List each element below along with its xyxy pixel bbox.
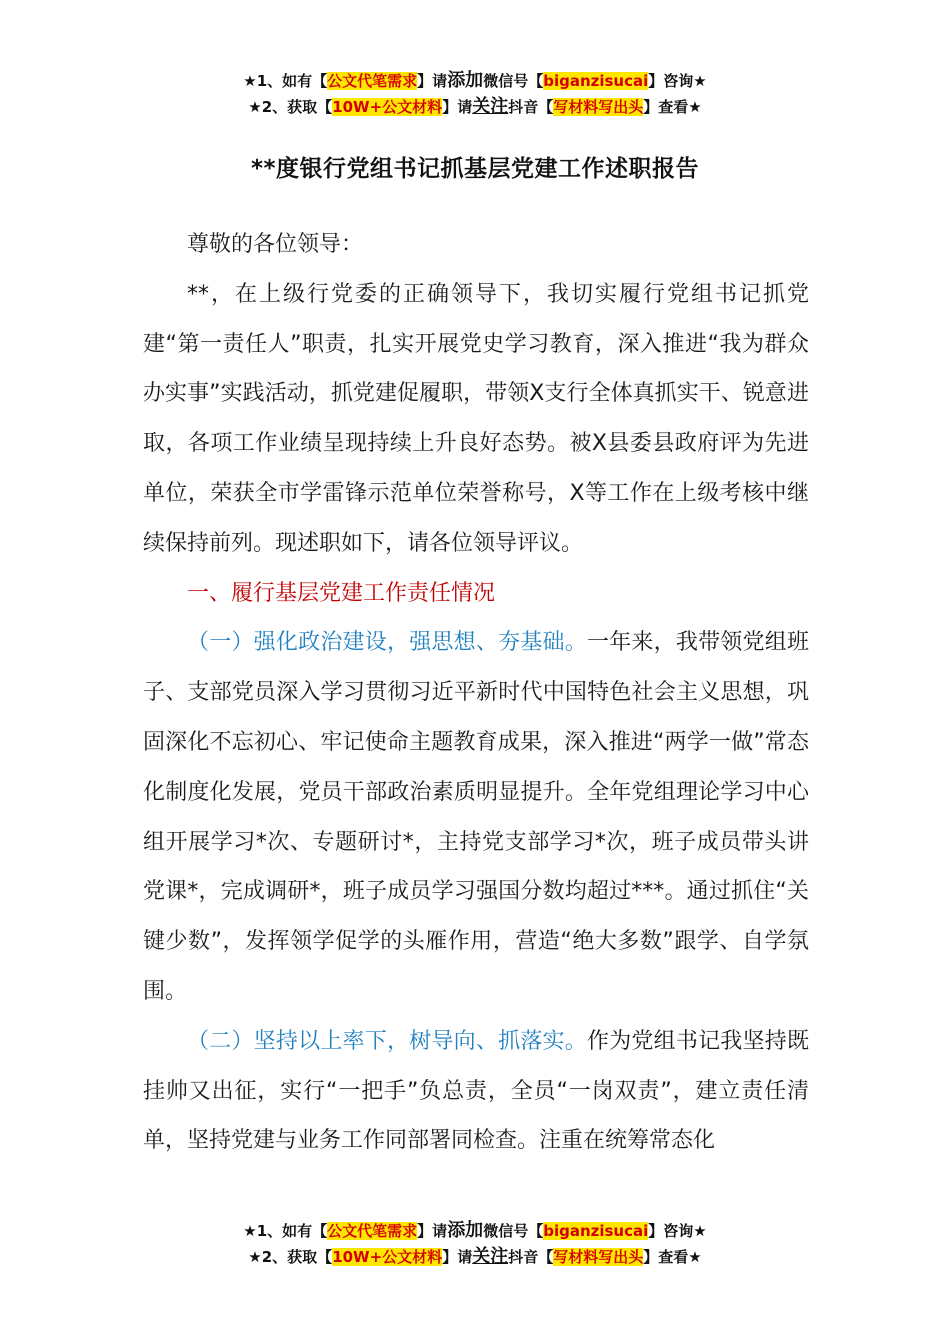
banner-text: ★2、获取【 bbox=[248, 1248, 333, 1266]
banner-text: ★2、获取【 bbox=[248, 98, 333, 116]
banner-text: 微信号【 bbox=[483, 72, 544, 90]
section-heading: 一、履行基层党建工作责任情况 bbox=[187, 580, 496, 606]
banner-text: 】咨询★ bbox=[648, 72, 707, 90]
banner-text: 】请 bbox=[417, 72, 448, 90]
subsection-1-heading: （一）强化政治建设，强思想、夯基础。 bbox=[187, 630, 587, 656]
banner-highlight: 10W+公文材料 bbox=[332, 1248, 443, 1266]
banner-highlight: 写材料写出头 bbox=[553, 98, 644, 116]
banner-highlight: 10W+公文材料 bbox=[332, 98, 443, 116]
intro-paragraph: **，在上级行党委的正确领导下，我切实履行党组书记抓党建“第一责任人”职责，扎实开展党史学习教育，深入推进“我为群众办实事”实践活动，抓党建促履职，带领X支行全体真抓实干、锐意进取，各项工作业绩呈现持续上升良好态势。被X县委县政府评为先进单位，荣获全市学雷锋示范单位荣誉称号，X等工作在上级考核中继续保持前列。现述职如下，请各位领导评议。 bbox=[143, 281, 809, 556]
salutation: 尊敬的各位领导： bbox=[187, 232, 364, 257]
banner-text: 】查看★ bbox=[643, 98, 702, 116]
banner-line-1 bbox=[0, 1218, 950, 1244]
banner-text: 】查看★ bbox=[643, 1248, 702, 1266]
subsection-1-text: 一年来，我带领党组班子、支部党员深入学习贯彻习近平新时代中国特色社会主义思想，巩固深化不忘初心、牢记使命主题教育成果，深入推进“两学一做”常态化制度化发展，党员干部政治素质明显提升。全年党组理论学习中心组开展学习*次、专题研讨*，主持党支部学习*次，班子成员带头讲党课*，完成调研*，班子成员学习强国分数均超过***。通过抓住“关键少数”，发挥领学促学的头雁作用，营造“绝大多数”跟学、自学氛围。 bbox=[143, 630, 809, 1004]
banner-text: 】请 bbox=[442, 1248, 473, 1266]
banner-wechat-id: biganzisucai bbox=[543, 72, 649, 90]
banner-text: 】请 bbox=[417, 1222, 448, 1240]
banner-text: 】咨询★ bbox=[648, 1222, 707, 1240]
document-title: **度银行党组书记抓基层党建工作述职报告 bbox=[250, 156, 700, 182]
banner-line-2 bbox=[0, 94, 950, 120]
banner-text: 抖音【 bbox=[508, 98, 554, 116]
banner-text: 】请 bbox=[442, 98, 473, 116]
banner-emphasis: 关注 bbox=[472, 96, 509, 117]
document-body bbox=[143, 220, 809, 1166]
banner-emphasis: 关注 bbox=[472, 1246, 509, 1267]
banner-highlight: 公文代笔需求 bbox=[327, 72, 418, 90]
banner-wechat-id: biganzisucai bbox=[543, 1222, 649, 1240]
banner-text: ★1、如有【 bbox=[243, 1222, 328, 1240]
banner-highlight: 公文代笔需求 bbox=[327, 1222, 418, 1240]
subsection-2 bbox=[143, 1017, 809, 1166]
banner-text: ★1、如有【 bbox=[243, 72, 328, 90]
subsection-2-text: 作为党组书记我坚持既挂帅又出征，实行“一把手”负总责，全员“一岗双责”，建立责任清单，坚持党建与业务工作同部署同检查。注重在统筹常态化 bbox=[143, 1028, 809, 1154]
subsection-2-heading: （二）坚持以上率下，树导向、抓落实。 bbox=[187, 1028, 587, 1054]
subsection-1 bbox=[143, 618, 809, 1016]
banner-emphasis: 添加 bbox=[447, 70, 484, 91]
banner-emphasis: 添加 bbox=[447, 1220, 484, 1241]
banner-text: 抖音【 bbox=[508, 1248, 554, 1266]
banner-line-1 bbox=[0, 68, 950, 94]
bottom-banner bbox=[0, 1218, 950, 1270]
top-banner bbox=[0, 68, 950, 120]
banner-highlight: 写材料写出头 bbox=[553, 1248, 644, 1266]
banner-line-2 bbox=[0, 1244, 950, 1270]
banner-text: 微信号【 bbox=[483, 1222, 544, 1240]
